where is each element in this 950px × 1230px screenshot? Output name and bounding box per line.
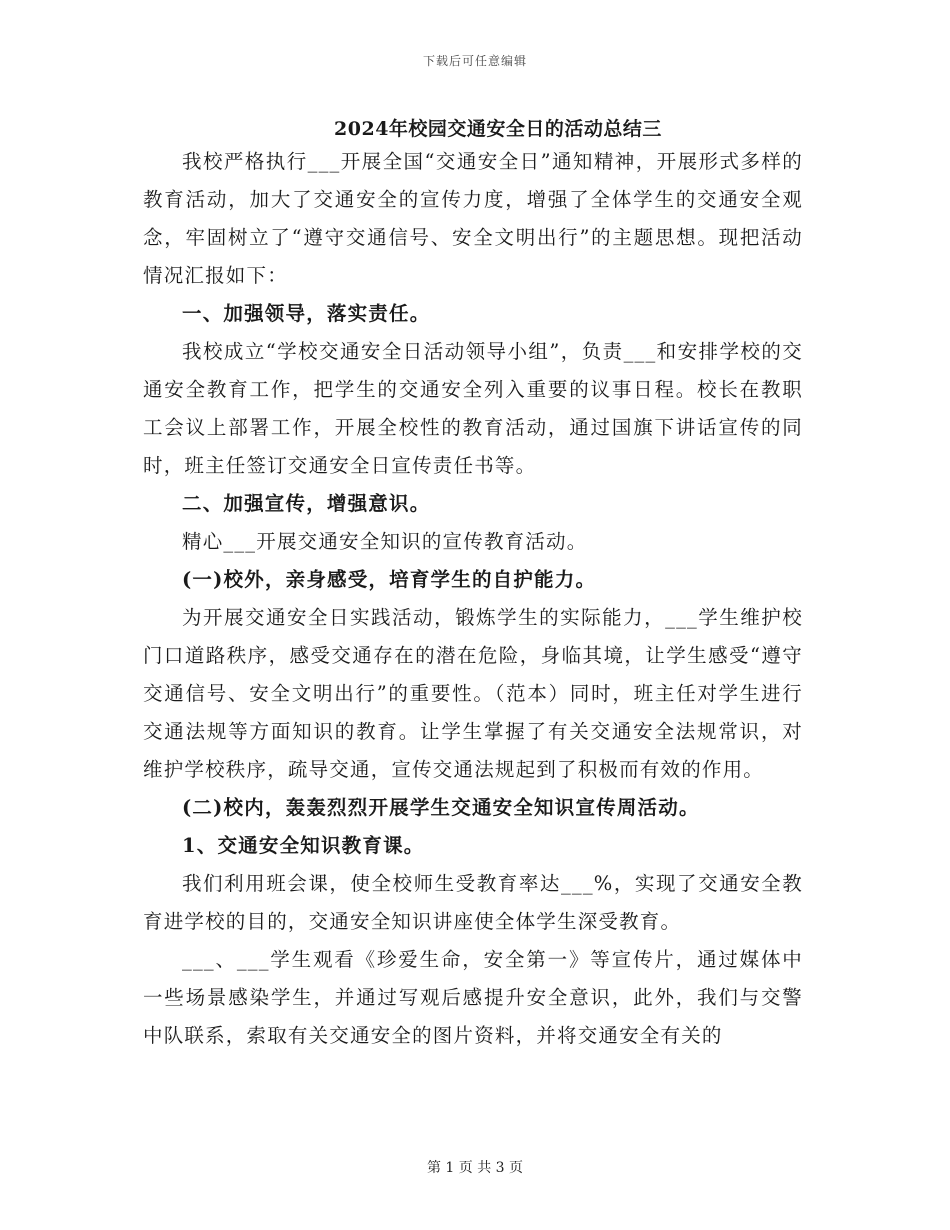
document-body: [143, 143, 803, 1055]
subsection-heading-outside-school: (一)校外，亲身感受，培育学生的自护能力。: [182, 568, 597, 591]
paragraph-outside-school: 为开展交通安全日实践活动，锻炼学生的实际能力，___学生维护校门口道路秩序，感受交通存在的潜在危险，身临其境，让学生感受“遵守交通信号、安全文明出行”的重要性。（范本）同时，班主任对学生进行交通法规等方面知识的教育。让学生掌握了有关交通安全法规常识，对维护学校秩序，疏导交通，宣传交通法规起到了积极而有效的作用。: [143, 606, 803, 781]
section-heading-publicity: 二、加强宣传，增强意识。: [182, 492, 431, 515]
paragraph-leadership: 我校成立“学校交通安全日活动领导小组”，负责___和安排学校的交通安全教育工作，把学生的交通安全列入重要的议事日程。校长在教职工会议上部署工作，开展全校性的教育活动，通过国旗下讲话宣传的同时，班主任签订交通安全日宣传责任书等。: [143, 340, 803, 477]
paragraph-publicity: 精心___开展交通安全知识的宣传教育活动。: [182, 530, 588, 553]
header-note: 下载后可任意编辑: [422, 54, 527, 68]
document-title: 2024年校园交通安全日的活动总结三: [334, 118, 662, 140]
paragraph-intro: 我校严格执行___开展全国“交通安全日”通知精神，开展形式多样的教育活动，加大了交通安全的宣传力度，增强了全体学生的交通安全观念，牢固树立了“遵守交通信号、安全文明出行”的主题思想。现把活动情况汇报如下：: [143, 150, 803, 287]
page-number: 第 1 页 共 3 页: [426, 1160, 524, 1176]
paragraph-videos: ___、___学生观看《珍爱生命，安全第一》等宣传片，通过媒体中一些场景感染学生，并通过写观后感提升安全意识，此外，我们与交警中队联系，索取有关交通安全的图片资料，并将交通安全有关的: [143, 948, 803, 1047]
section-heading-leadership: 一、加强领导，落实责任。: [182, 302, 431, 325]
paragraph-safety-class: 我们利用班会课，使全校师生受教育率达___%，实现了交通安全教育进学校的目的，交通安全知识讲座使全体学生深受教育。: [143, 872, 803, 933]
item-heading-safety-class: 1、交通安全知识教育课。: [182, 834, 425, 857]
subsection-heading-inside-school: (二)校内，轰轰烈烈开展学生交通安全知识宣传周活动。: [182, 796, 700, 819]
